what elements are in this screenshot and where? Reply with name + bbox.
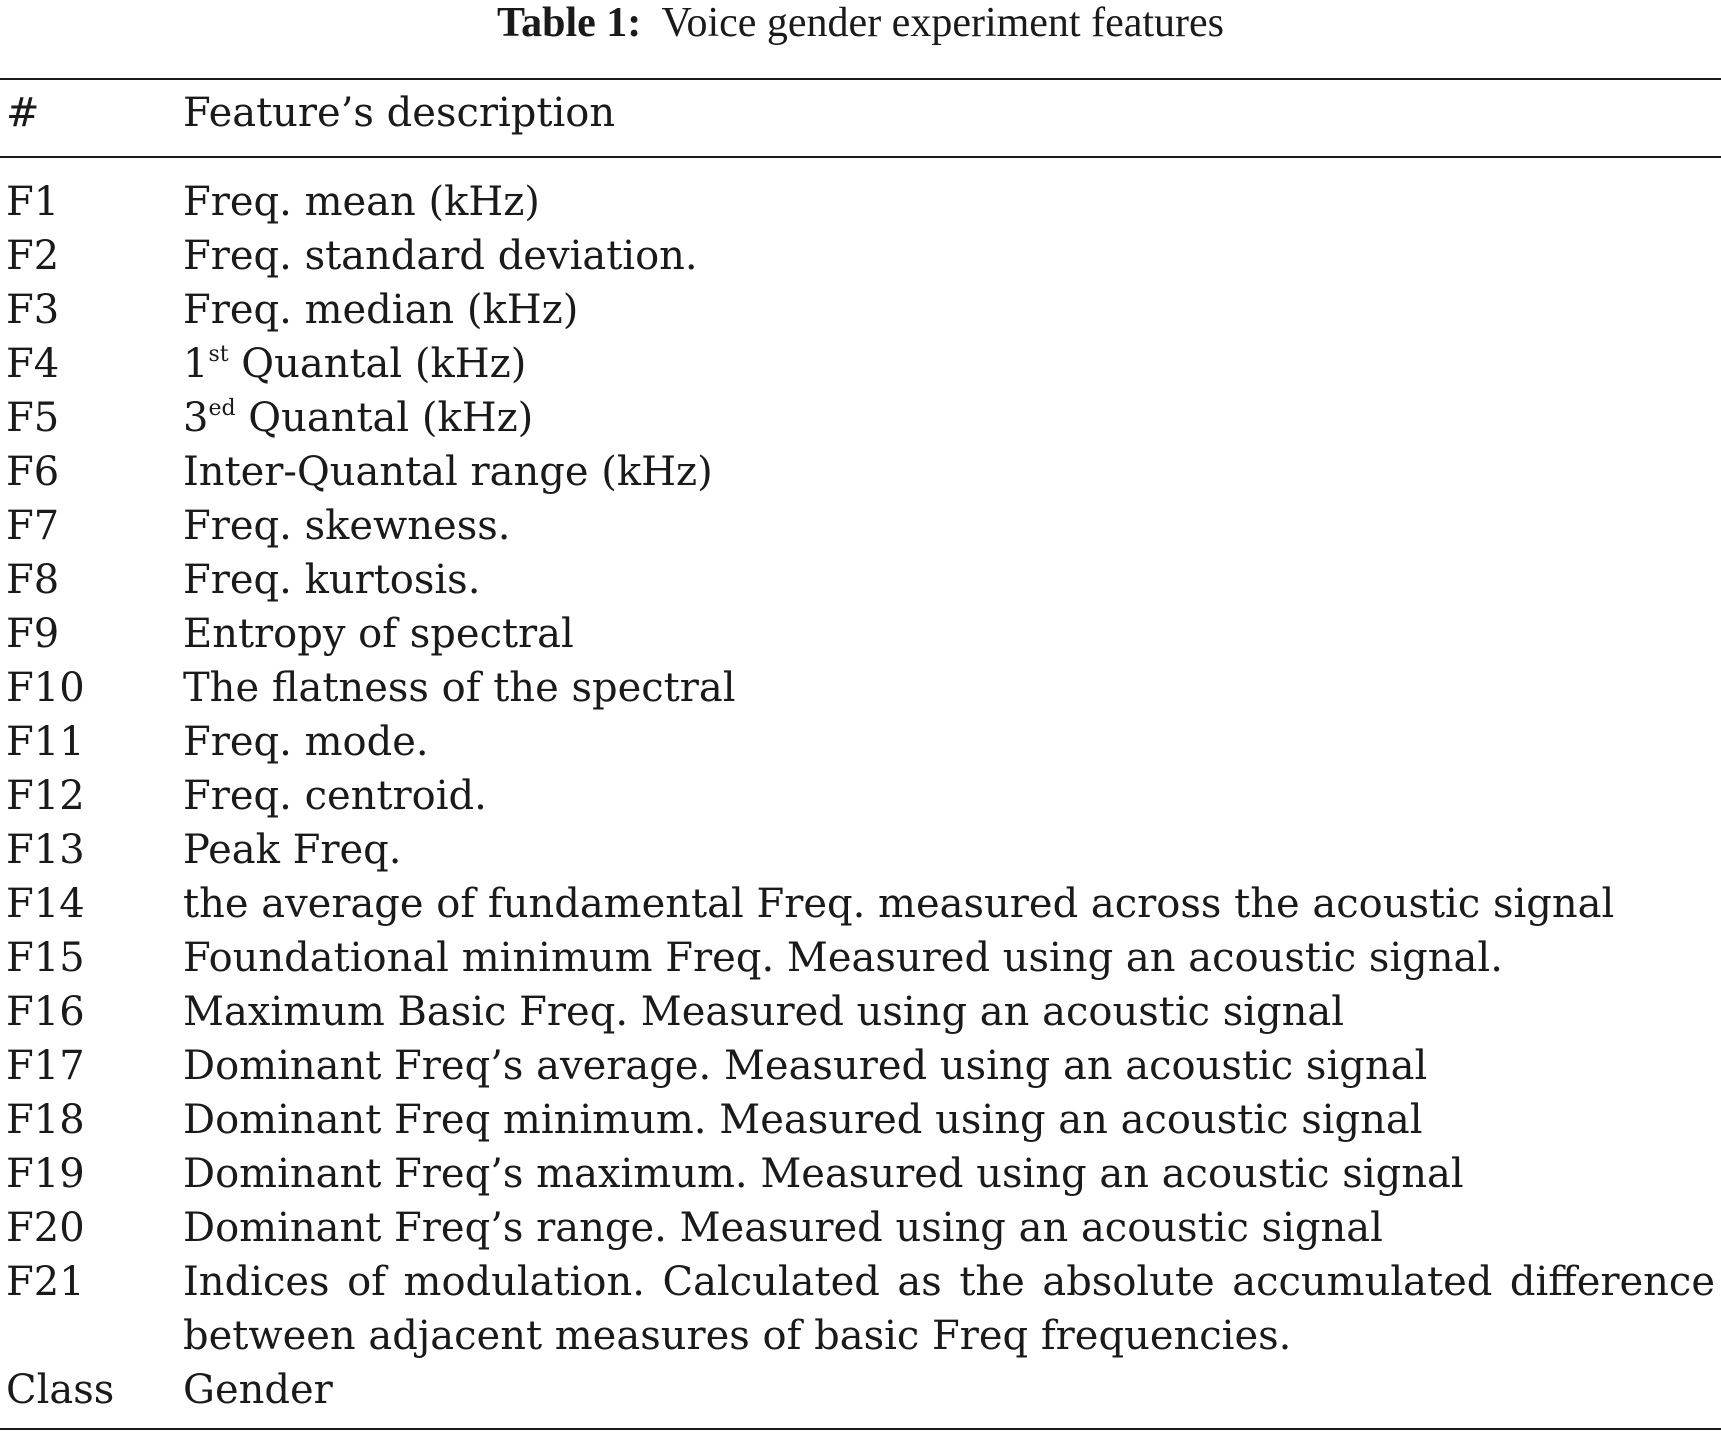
feature-id: F6 bbox=[6, 449, 60, 495]
table-row bbox=[0, 1201, 1721, 1255]
feature-description: Dominant Freq minimum. Measured using an acoustic signal bbox=[183, 1097, 1423, 1143]
feature-description: Dominant Freq’s maximum. Measured using an acoustic signal bbox=[183, 1151, 1464, 1197]
feature-id: F12 bbox=[6, 773, 85, 819]
feature-id: F21 bbox=[6, 1259, 85, 1305]
feature-id: F8 bbox=[6, 557, 60, 603]
table-row bbox=[0, 1093, 1721, 1147]
feature-id: F4 bbox=[6, 341, 60, 387]
header-description: Feature’s description bbox=[183, 90, 616, 136]
table-caption-label: Table 1: bbox=[496, 0, 642, 46]
description-rest: Quantal (kHz) bbox=[228, 341, 527, 387]
feature-description: Maximum Basic Freq. Measured using an acoustic signal bbox=[183, 989, 1345, 1035]
feature-id: F18 bbox=[6, 1097, 85, 1143]
feature-description: Freq. median (kHz) bbox=[183, 287, 579, 333]
feature-id: F10 bbox=[6, 665, 85, 711]
feature-id: F14 bbox=[6, 881, 85, 927]
feature-description: Inter-Quantal range (kHz) bbox=[183, 449, 713, 495]
table-bottom-rule bbox=[0, 1428, 1721, 1430]
table-row bbox=[0, 931, 1721, 985]
table-row bbox=[0, 1363, 1721, 1417]
table-row bbox=[0, 445, 1721, 499]
table-row bbox=[0, 175, 1721, 229]
feature-id: F15 bbox=[6, 935, 85, 981]
table-caption-text: Voice gender experiment features bbox=[661, 0, 1225, 46]
table-row bbox=[0, 391, 1721, 445]
table-caption bbox=[0, 0, 1721, 50]
feature-id: Class bbox=[6, 1367, 115, 1413]
feature-id: F3 bbox=[6, 287, 60, 333]
feature-id: F9 bbox=[6, 611, 60, 657]
feature-description: The flatness of the spectral bbox=[183, 665, 736, 711]
table-row bbox=[0, 283, 1721, 337]
table-row bbox=[0, 823, 1721, 877]
ordinal-number: 3 bbox=[183, 395, 209, 441]
ordinal-suffix: ed bbox=[208, 396, 236, 421]
feature-id: F5 bbox=[6, 395, 60, 441]
feature-description: the average of fundamental Freq. measured across the acoustic signal bbox=[183, 881, 1615, 927]
feature-description bbox=[183, 391, 1715, 445]
feature-description: Dominant Freq’s average. Measured using an acoustic signal bbox=[183, 1043, 1428, 1089]
table-top-rule bbox=[0, 78, 1721, 80]
table-row bbox=[0, 715, 1721, 769]
feature-description: Dominant Freq’s range. Measured using an acoustic signal bbox=[183, 1205, 1383, 1251]
feature-id: F16 bbox=[6, 989, 85, 1035]
feature-id: F17 bbox=[6, 1043, 85, 1089]
header-number: # bbox=[6, 90, 40, 136]
feature-description: Gender bbox=[183, 1367, 333, 1413]
ordinal-suffix: st bbox=[208, 342, 229, 367]
table-row bbox=[0, 985, 1721, 1039]
feature-description: Entropy of spectral bbox=[183, 611, 574, 657]
feature-id: F7 bbox=[6, 503, 60, 549]
table-row bbox=[0, 1255, 1721, 1363]
feature-description: Freq. kurtosis. bbox=[183, 557, 481, 603]
table-row bbox=[0, 661, 1721, 715]
feature-id: F20 bbox=[6, 1205, 85, 1251]
feature-description: Freq. mode. bbox=[183, 719, 429, 765]
ordinal-number: 1 bbox=[183, 341, 209, 387]
feature-description: Indices of modulation. Calculated as the absolute accumulated difference between adjacent measures of basic Freq frequencies. bbox=[183, 1259, 1715, 1359]
feature-description bbox=[183, 337, 1715, 391]
table-body bbox=[0, 175, 1721, 1417]
feature-id: F11 bbox=[6, 719, 85, 765]
feature-id: F19 bbox=[6, 1151, 85, 1197]
table-row bbox=[0, 337, 1721, 391]
feature-description: Foundational minimum Freq. Measured using an acoustic signal. bbox=[183, 935, 1503, 981]
feature-id: F2 bbox=[6, 233, 60, 279]
table-row bbox=[0, 607, 1721, 661]
table-row bbox=[0, 877, 1721, 931]
table-row bbox=[0, 769, 1721, 823]
feature-id: F13 bbox=[6, 827, 85, 873]
feature-description: Peak Freq. bbox=[183, 827, 402, 873]
table-row bbox=[0, 499, 1721, 553]
table-row bbox=[0, 229, 1721, 283]
table-row bbox=[0, 1039, 1721, 1093]
feature-description: Freq. mean (kHz) bbox=[183, 179, 540, 225]
table-row bbox=[0, 553, 1721, 607]
feature-description: Freq. skewness. bbox=[183, 503, 511, 549]
feature-id: F1 bbox=[6, 179, 60, 225]
feature-description: Freq. centroid. bbox=[183, 773, 487, 819]
table-header-rule bbox=[0, 156, 1721, 158]
description-rest: Quantal (kHz) bbox=[235, 395, 534, 441]
feature-description: Freq. standard deviation. bbox=[183, 233, 698, 279]
table-header-row bbox=[0, 86, 1721, 144]
table-row bbox=[0, 1147, 1721, 1201]
